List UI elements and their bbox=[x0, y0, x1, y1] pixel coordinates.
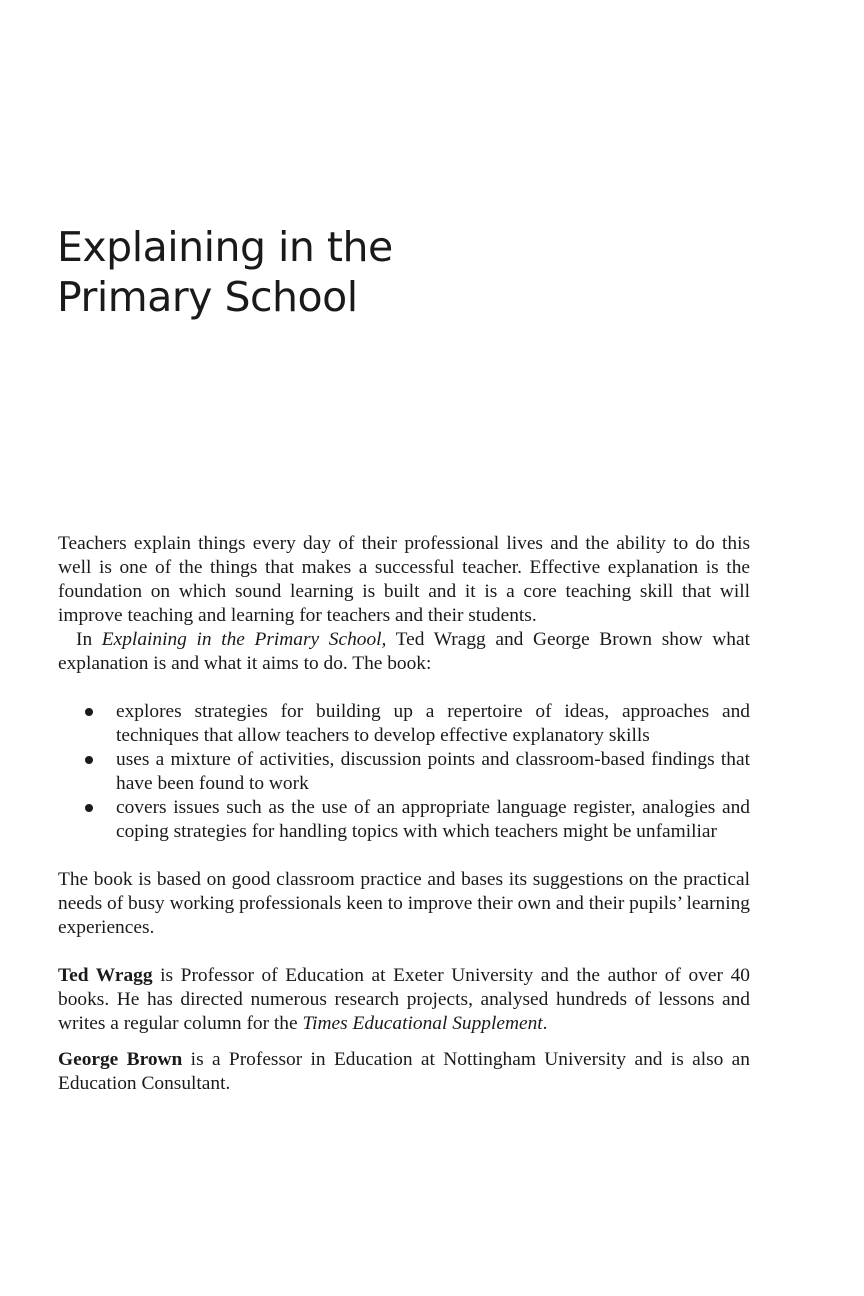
book-title-line-1: Explaining in the bbox=[57, 223, 393, 271]
feature-text: covers issues such as the use of an appropriate language register, analogies and coping strategies for handling topics with which teachers might be unfamiliar bbox=[116, 797, 750, 842]
feature-list bbox=[58, 700, 750, 844]
spacer bbox=[58, 1036, 750, 1048]
feature-list-item bbox=[58, 796, 750, 844]
feature-text: uses a mixture of activities, discussion points and classroom-based findings that have been found to work bbox=[116, 749, 750, 794]
feature-list-item bbox=[58, 700, 750, 748]
bullet-icon bbox=[85, 756, 93, 764]
bullet-icon bbox=[85, 708, 93, 716]
author-bio-wragg bbox=[58, 964, 750, 1036]
author-name-wragg: Ted Wragg bbox=[58, 965, 153, 986]
feature-list-item bbox=[58, 748, 750, 796]
publication-title: Times Educational Supplement bbox=[302, 1013, 543, 1034]
feature-text: explores strategies for building up a repertoire of ideas, approaches and techniques that allow teachers to develop effective explanatory skills bbox=[116, 701, 750, 746]
bullet-icon bbox=[85, 804, 93, 812]
author-bio-brown bbox=[58, 1048, 750, 1096]
book-title-reference: Explaining in the Primary School, bbox=[101, 629, 387, 650]
intro-rest: Ted Wragg and George Brown show what explanation is and what it aims to do. The book: bbox=[58, 629, 750, 674]
book-description bbox=[58, 532, 750, 1096]
author-bio-end: . bbox=[542, 1013, 548, 1034]
author-bio-text: is Professor of Education at Exeter University and the author of over 40 books. He has directed numerous research projects, analysed hundreds of lessons and writes a regular column for the bbox=[58, 965, 750, 1034]
author-bio-text: is a Professor in Education at Nottingham University and is also an Education Consultant. bbox=[58, 1049, 750, 1094]
book-title-line-2: Primary School bbox=[57, 273, 358, 321]
intro-paragraph-2 bbox=[58, 628, 750, 676]
author-name-brown: George Brown bbox=[58, 1049, 183, 1070]
book-title bbox=[57, 222, 393, 322]
closing-paragraph: The book is based on good classroom practice and bases its suggestions on the practical needs of busy working professionals keen to improve their own and their pupils’ learning experiences. bbox=[58, 869, 750, 938]
intro-prefix: In bbox=[76, 629, 102, 650]
intro-paragraph: Teachers explain things every day of their professional lives and the ability to do this well is one of the things that makes a successful teacher. Effective explanation is the foundation on which sound learning is built and it is a core teaching skill that will improve teaching and learning for teachers and their students. bbox=[58, 533, 750, 626]
spacer bbox=[58, 940, 750, 964]
